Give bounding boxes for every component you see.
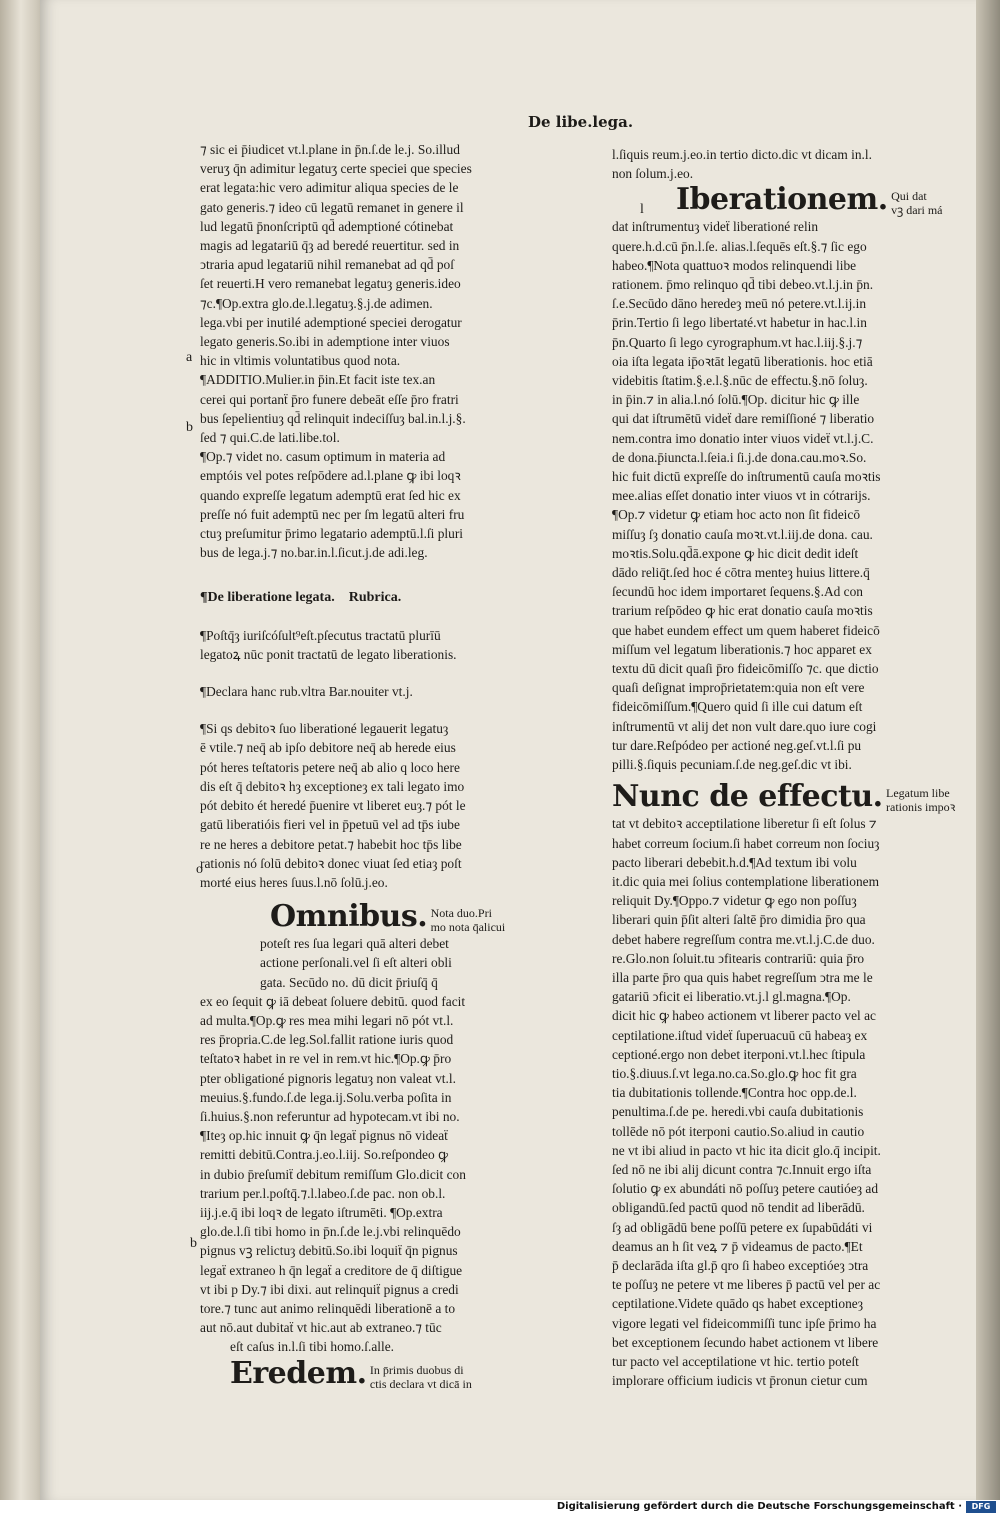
left-block-4-line: legatoꝝ nūc ponit tractatū de legato liberationis.	[200, 646, 457, 662]
left-block-7	[200, 992, 510, 1338]
right-block-1-line: l.ſiquis reum.j.eo.in tertio dicto.dic vt dicam in.l.	[612, 147, 872, 162]
left-block-7-line: ex eo ſequit ꝙ iā debeat ſoluere debitū. quod facit	[200, 993, 466, 1009]
liberationem-heading: Iberationem.	[676, 182, 888, 218]
left-block-6-line: ¶Si qs debitoꝛ ſuo liberationé legauerit legatuȝ	[200, 721, 449, 737]
left-block-7-line: glo.de.l.ſi tibi homo in p̄n.ſ.de le.j.vbi relinquēdo	[200, 1224, 461, 1240]
left-block-4-line: ¶Poſtq̄ȝ iuriſcóſult⁹eſt.pſecutus tractatū plurīū	[200, 627, 441, 643]
right-block-2-line: que habet eundem effect um quem haberet fideicō	[612, 622, 880, 638]
left-block-1-line: ↄtraria apud legatariū nihil remanebat ad qd̄ poſ	[200, 257, 454, 273]
left-block-1-line: erat legata:hic vero adimitur aliqua species de le	[200, 180, 459, 196]
omnibus-after	[431, 906, 506, 934]
left-block-7-indented-line: actione perſonali.vel ſi eſt alteri obli	[260, 955, 452, 971]
right-block-2-line: ſ.e.Secūdo dāno heredeȝ meū nó petere.vt.l.ij.in	[612, 296, 867, 312]
margin-letter-b1: b	[186, 420, 193, 435]
left-block-6-line: ē vtile.⁊ neq̄ ab ipſo debitore neq̄ ab herede eius	[200, 740, 456, 756]
right-block-3-line: vigore legati vel fideicommiſſi tunc ipſe p̄rimo ha	[612, 1315, 877, 1331]
left-column	[200, 140, 510, 1391]
right-column	[612, 145, 956, 1390]
nunc-heading: Nunc de effectu.	[612, 779, 883, 815]
left-block-1-line: ſet reuerti.H vero remanebat legatuȝ generis.ideo	[200, 276, 461, 292]
eredem-heading-line	[200, 1357, 510, 1391]
right-block-3-line: dicit hic ꝙ habeo actionem vt liberer pacto vel ac	[612, 1008, 876, 1024]
right-block-3-line: pacto liberari debebit.h.d.¶Ad textum ibi volu	[612, 854, 857, 870]
right-block-3-line: bet exceptionem ſecundo habet actionem vt libere	[612, 1334, 879, 1350]
margin-letter-l: l	[640, 202, 644, 217]
right-block-3-line: re.Glo.non ſoluit.tu ↄfitearis contrariū: quia p̄ro	[612, 950, 865, 966]
liberationem-heading-line	[612, 182, 943, 218]
right-block-2-line: habeo.¶Nota quattuoꝛ modos relinquendi libe	[612, 257, 857, 273]
right-block-2-line: quere.h.d.cū p̄n.l.ſe. alias.l.ſequēs eſt.§.⁊ ſic ego	[612, 238, 867, 254]
margin-letter-b2: b	[190, 1236, 197, 1251]
margin-letter-o: o	[196, 862, 203, 877]
left-block-7-line: ¶Iteȝ op.hic innuit ꝙ q̄n legaẗ pignus nō videaẗ	[200, 1128, 448, 1144]
nunc-after	[886, 786, 955, 814]
left-block-7-line: trarium per.l.poſtq̄.⁊.l.labeo.ſ.de pac. non ob.l.	[200, 1185, 446, 1201]
rubric-heading	[200, 588, 510, 607]
left-block-7-line: aut nō.aut dubitaẗ vt hic.aut ab extraneo.⁊ tūc	[200, 1320, 442, 1336]
right-block-2-line: dādo reliq̄t.ſed hoc é cōtra menteȝ huius littere.q̄	[612, 565, 870, 581]
left-block-3-line: quando expreſſe legatum ademptū erat ſed hic ex	[200, 487, 461, 503]
right-block-2-line: dat inſtrumentuȝ videẗ liberationé relin	[612, 219, 819, 235]
right-block-1-line: non ſolum.j.eo.	[612, 166, 694, 182]
right-block-2	[612, 217, 930, 774]
right-block-3-line: te poſſuȝ ne petere vt me liberes p̄ pactū vel per ac	[612, 1277, 881, 1293]
right-block-3-line: it.dic quia mei ſolius contemplatione liberationem	[612, 873, 880, 889]
right-block-2-line: rationem. p̄mo relinquo qd̄ tibi debeo.vt.l.j.in p̄n.	[612, 277, 874, 293]
left-block-1-line: hic in vltimis voluntatibus quod nota.	[200, 353, 401, 369]
left-block-5: ¶Declara hanc rub.vltra Bar.nouiter vt.j.	[200, 684, 413, 700]
nunc-after-line-2: rationis impoꝛ	[886, 800, 956, 815]
right-block-3-line: ne vt ibi aliud in pacto vt hic ita dicit glo.q̄ incipit.	[612, 1142, 881, 1158]
right-block-3-line: tollēde nō pót iterponi cautio.So.aliud in cautio	[612, 1123, 865, 1139]
left-block-1-line: gato generis.⁊ ideo cū legatū remanet in genere il	[200, 199, 464, 215]
right-block-2-line: p̄rin.Tertio ſi lego libertaté.vt habetur in hac.l.in	[612, 315, 867, 331]
right-block-3-line: penultima.ſ.de pe. heredi.vbi cauſa dubitationis	[612, 1104, 864, 1120]
eredem-after-line-1: In p̄rimis duobus di	[369, 1362, 464, 1377]
omnibus-heading: Omnibus.	[270, 899, 428, 935]
eredem-after-line-2: ctis declara vt dicā in	[369, 1376, 472, 1391]
book-edge-right	[976, 0, 1000, 1500]
right-block-2-line: inſtrumentū vt alij det non vult dare.quo iure cogi	[612, 718, 877, 734]
left-block-1-line: legato generis.So.ibi in ademptione inter viuos	[200, 334, 450, 350]
right-block-3-line: tia dubitationis tollende.¶Contra hoc opp.de.l.	[612, 1085, 857, 1101]
eredem-after	[370, 1363, 472, 1391]
right-block-2-line: in p̄in.⁊ in alia.l.nó ſolū.¶Op. dicitur hic ꝙ ille	[612, 392, 860, 408]
right-block-2-line: hic fuit dictū expreſſe do inſtrumentū cauſa moꝛtis	[612, 469, 881, 485]
left-block-7-indented-line: poteſt res ſua legari quā alteri debet	[260, 936, 449, 952]
right-block-3-line: tat vt debitoꝛ acceptilatione liberetur ſi eſt ſolus ⁊	[612, 816, 877, 832]
liberationem-after	[891, 189, 942, 217]
right-block-3	[612, 814, 930, 1390]
left-block-7-line: iij.j.e.q̄ ibi loqꝛ de legato iſtrumēti. ¶Op.extra	[200, 1204, 443, 1220]
right-block-2-line: textu dū dicit quaſi p̄ro fideicōmiſſo ⁊c. que dictio	[612, 661, 879, 677]
left-block-3	[200, 447, 510, 562]
left-block-6-line: gatū liberatióis fieri vel in p̄petuū vel ad tp̄s iube	[200, 817, 460, 833]
right-block-2-line: quaſi deſignat improp̄rietatem:quia non eſt vere	[612, 680, 865, 696]
right-block-2-line: miſſuȝ ſȝ donatio cauſa moꝛt.vt.l.iij.de dona. cau.	[612, 526, 873, 542]
left-block-2-line: ¶ADDITIO.Mulier.in p̄in.Et facit iste tex.an	[200, 372, 436, 388]
omnibus-heading-line	[200, 900, 510, 934]
right-block-2-line: ſecundū hoc idem importaret ſequens.§.Ad con	[612, 584, 864, 600]
right-block-3-line: deamus an h ſit veꝝ ⁊ p̄ videamus de pacto.¶Et	[612, 1238, 863, 1254]
left-block-7-last: eſt caſus in.l.ſi tibi homo.ſ.alle.	[230, 1339, 395, 1355]
right-block-3-line: obligandū.ſed pactū quod nō tendit ad liberādū.	[612, 1200, 865, 1216]
right-block-3-line: habet correum ſocium.ſi habet correum non ſociuȝ	[612, 835, 880, 851]
right-block-3-line: illa parte p̄ro qua quis habet regreſſum ↄtra me le	[612, 969, 873, 985]
right-block-3-line: gatariū ↄficit ei liberatio.vt.j.l gl.magna.¶Op.	[612, 989, 851, 1005]
right-block-2-line: tur dare.Reſpódeo per actioné neg.geſ.vt.l.ſi pu	[612, 737, 862, 753]
dfg-logo: DFG	[966, 1501, 996, 1513]
right-block-3-line: ſed nō ne ibi alij dicunt contra ⁊c.Innuit ergo iſta	[612, 1161, 872, 1177]
left-block-6-line: dis eſt q̄ debitoꝛ hȝ exceptioneȝ ex tali legato imo	[200, 778, 465, 794]
right-block-3-line: ceptilatione.Videte quādo qs habet exceptioneȝ	[612, 1296, 864, 1312]
left-block-7-line: meuius.§.fundo.ſ.de lega.ij.Solu.verba poſita in	[200, 1089, 452, 1105]
margin-letter-a: a	[186, 350, 193, 365]
left-block-2-line: bus ſepelientiuȝ qd̄ relinquit indeciſſuȝ bal.in.l.j.§.	[200, 410, 466, 426]
left-block-1-line: lega.vbi per inutilé ademptioné speciei derogatur	[200, 314, 462, 330]
left-block-6-line: pót heres teſtatoris petere neq̄ ab alio q loco here	[200, 759, 460, 775]
left-block-3-line: ctuȝ preſumitur p̄rimo legatario ademptū.l.ſi pluri	[200, 526, 463, 542]
left-block-7-indented-line: gata. Secūdo no. dū dicit p̄riuſq̄ q̄	[260, 974, 438, 990]
left-block-7-line: teſtatoꝛ habet in re vel in rem.vt hic.¶Op.ꝙ p̄ro	[200, 1051, 452, 1067]
running-title: De libe.lega.	[528, 113, 634, 131]
left-block-6-line: rationis nó ſolū debitoꝛ donec viuat ſed etiaȝ poſt	[200, 855, 462, 871]
right-block-3-line: p̄ declarāda iſta gl.p̄ qro ſi habeo exceptióeȝ ↄtra	[612, 1257, 869, 1273]
right-block-2-line: trarium reſpōdeo ꝙ hic erat donatio cauſa moꝛtis	[612, 603, 873, 619]
left-block-2-line: ſed ⁊ qui.C.de lati.libe.tol.	[200, 430, 340, 446]
left-block-1-line: lud legatū p̄nonſcriptū qd̄ ademptioné cótinebat	[200, 218, 454, 234]
left-block-6-line: pót debito ét heredé p̄uenire vt liberet euȝ.⁊ pót le	[200, 798, 466, 814]
left-block-7-indented	[200, 934, 510, 992]
eredem-heading: Eredem.	[230, 1355, 367, 1391]
left-block-7-line: legaẗ extraneo h q̄n legaẗ a creditore de q̄ diſtigue	[200, 1262, 463, 1278]
left-block-4	[200, 626, 510, 664]
left-block-6-line: re ne heres a debitore petat.⁊ habebit hoc tp̄s libe	[200, 836, 462, 852]
right-block-3-line: ceptilatione.iſtud videẗ ſuperuacuū cū habeaȝ ex	[612, 1027, 868, 1043]
right-block-2-line: videbitis ſtatim.§.e.l.§.nūc de effectu.§.nō ſoluȝ.	[612, 373, 868, 389]
left-block-7-line: pignus vꝫ relictuȝ debitū.So.ibi loquiẗ q̄n pignus	[200, 1243, 458, 1259]
left-block-1-line: veruʒ q̄n adimitur legatuʒ certe speciei que species	[200, 161, 472, 177]
rubric-title: ¶De liberatione legata.	[200, 590, 335, 606]
nunc-heading-line	[612, 779, 956, 815]
right-block-3-line: implorare officium iudicis vt p̄ronun cietur cum	[612, 1373, 868, 1389]
liberationem-after-line-1: Qui dat	[891, 189, 927, 204]
right-block-3-line: ſȝ ad obligādū bene poſſū petere ex ſupabūdáti vi	[612, 1219, 873, 1235]
left-block-7-line: ad multa.¶Op.ꝙ res mea mihi legari nō pót vt.l.	[200, 1012, 454, 1028]
left-block-7-line: pter obligationé pignoris legatuȝ non valeat vt.l.	[200, 1070, 456, 1086]
left-block-1-line: magis ad legatariū q̄ȝ ad beredé reuertitur. sed in	[200, 238, 460, 254]
left-block-3-line: bus de lega.j.⁊ no.bar.in.l.ſicut.j.de adi.leg.	[200, 545, 428, 561]
left-block-7-line: vt ibi p Dy.⁊ ibi dixi. aut relinquiẗ pignus a credi	[200, 1281, 459, 1297]
left-block-6-line: morté eius heres ſuus.l.nō ſolū.j.eo.	[200, 874, 388, 890]
left-block-2-line: cerei qui portanẗ p̄ro funere debeāt eſſe p̄ro fratri	[200, 391, 459, 407]
left-block-7-line: tore.⁊ tunc aut animo relinquēdi liberationē a to	[200, 1300, 456, 1316]
left-block-1-line: ⁊ sic ei p̄iudicet vt.l.plane in p̄n.ſ.de le.j. So.illud	[200, 142, 460, 157]
right-block-2-line: pilli.§.ſiquis pecuniam.ſ.de neg.geſ.dic vt ibi.	[612, 757, 852, 773]
right-block-3-line: debet habere regreſſum contra me.vt.l.j.C.de duo.	[612, 931, 875, 947]
left-block-6	[200, 719, 510, 892]
right-block-3-line: ceptioné.ergo non debet iterponi.vt.l.hec ſtipula	[612, 1046, 866, 1062]
omnibus-after-line-1: Nota duo.Pri	[430, 906, 492, 921]
right-block-2-line: ¶Op.⁊ videtur ꝙ etiam hoc acto non ſit fideicō	[612, 507, 861, 523]
rubric-tag: Rubrica.	[348, 590, 402, 606]
left-block-2	[200, 370, 510, 447]
liberationem-after-line-2: vꝫ dari má	[891, 203, 943, 218]
right-block-2-line: qui dat iſtrumētū videẗ dare remiſſioné ⁊ liberatio	[612, 411, 875, 427]
nunc-after-line-1: Legatum libe	[886, 786, 950, 801]
left-block-3-line: preſſe nó fuit ademptū nec per ſm legatū alteri fru	[200, 506, 465, 522]
left-block-3-line: ¶Op.⁊ videt no. casum optimum in materia ad	[200, 449, 446, 465]
right-block-2-line: oia iſta legata ip̄oꝛtāt legatū liberationis. hoc etiā	[612, 353, 873, 369]
right-block-3-line: ſolutio ꝙ ex abundáti nō poſſuȝ petere cautióeȝ ad	[612, 1181, 879, 1197]
right-block-1	[612, 145, 930, 183]
right-block-3-line: liberari quin p̄ſit alteri ſaltē p̄ro dimidia p̄ro qua	[612, 912, 866, 928]
left-block-1	[200, 140, 510, 370]
right-block-2-line: miſſum vel legatum liberationis.⁊ hoc apparet ex	[612, 641, 872, 657]
right-block-2-line: de dona.p̄iuncta.l.ſeia.i ſi.j.de dona.cau.moꝛ.So.	[612, 449, 867, 465]
right-block-2-line: mee.alias eſſet donatio inter viuos vt in cótrarijs.	[612, 488, 871, 504]
right-block-2-line: moꝛtis.Solu.qd̄ā.expone ꝙ hic dicit dedit ideſt	[612, 545, 859, 561]
left-block-3-line: emptóis vel potes reſpōdere ad.l.plane ꝙ ibi loqꝛ	[200, 468, 461, 484]
omnibus-after-line-2: mo nota q̄alicui	[430, 920, 506, 935]
right-block-3-line: tur pacto vel acceptilatione vt hic. tertio poteſt	[612, 1353, 859, 1369]
left-block-7-line: remitti debitū.Contra.j.eo.l.iij. So.reſpondeo ꝙ	[200, 1147, 449, 1163]
left-block-7-line: in dubio p̄reſumiẗ debitum remiſſum Glo.dicit con	[200, 1166, 466, 1182]
right-block-2-line: nem.contra imo donatio inter viuos videẗ vt.l.j.C.	[612, 430, 874, 446]
left-block-7-line: ſi.huius.§.non referuntur ad hypotecam.vt ibi no.	[200, 1108, 460, 1124]
left-block-1-line: ⁊c.¶Op.extra glo.de.l.legatuȝ.§.j.de adimen.	[200, 295, 433, 311]
left-block-7-line: res p̄ropria.C.de leg.Sol.fallit ratione iuris quod	[200, 1032, 454, 1048]
footer-credit: Digitalisierung gefördert durch die Deutsche Forschungsgemeinschaft ·	[556, 1501, 962, 1512]
right-block-2-line: fideicōmiſſum.¶Quero quid ſi ille cui datum eſt	[612, 699, 863, 715]
right-block-3-line: reliquit Dy.¶Oppo.⁊ videtur ꝙ ego non poſſuȝ	[612, 893, 857, 909]
right-block-2-line: p̄n.Quarto ſi lego cyrographum.vt hac.l.iij.§.j.⁊	[612, 334, 863, 350]
right-block-3-line: tio.§.diuus.ſ.vt lega.no.ca.So.glo.ꝙ hoc fit gra	[612, 1065, 857, 1081]
